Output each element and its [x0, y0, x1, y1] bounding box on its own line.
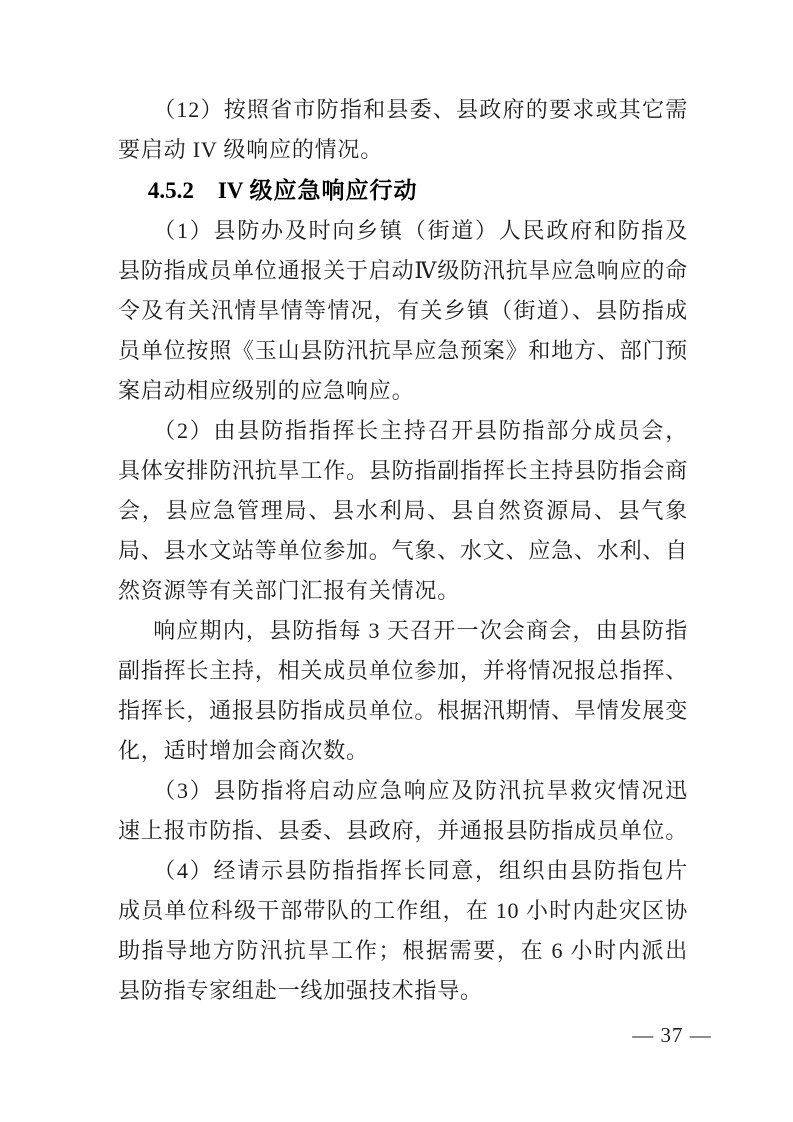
- section-heading: [118, 170, 688, 211]
- paragraph-item-1: （1）县防办及时向乡镇（街道）人民政府和防指及县防指成员单位通报关于启动Ⅳ级防汛抗旱应急响应的命令及有关汛情旱情等情况，有关乡镇（街道）、县防指成员单位按照《玉山县防汛抗旱应急预案》和地方、部门预案启动相应级别的应急响应。: [118, 218, 689, 403]
- page-footer: [612, 1022, 732, 1048]
- section-heading-number: 4.5.2: [147, 178, 194, 203]
- section-heading-roman-numeral: IV: [217, 178, 244, 203]
- page-number: — 37 —: [632, 1023, 712, 1047]
- paragraph-item-3: （3）县防指将启动应急响应及防汛抗旱救灾情况迅速上报市防指、县委、县政府，并通报县防指成员单位。: [118, 778, 689, 843]
- paragraph-item-4: （4）经请示县防指指挥长同意，组织由县防指包片成员单位科级干部带队的工作组，在 10 小时内赴灾区协助指导地方防汛抗旱工作；根据需要，在 6 小时内派出县防指专家组赴一线加强技术指导。: [118, 858, 688, 1003]
- paragraph-item-12: （12）按照省市防指和县委、县政府的要求或其它需要启动 IV 级响应的情况。: [118, 97, 688, 162]
- paragraph-response-period: 响应期内，县防指每 3 天召开一次会商会，由县防指副指挥长主持，相关成员单位参加，并将情况报总指挥、指挥长，通报县防指成员单位。根据汛期情、旱情发展变化，适时增加会商次数。: [118, 618, 689, 763]
- document-body: [118, 90, 688, 1011]
- section-heading-title: 级应急响应行动: [249, 177, 418, 203]
- paragraph-item-2: （2）由县防指指挥长主持召开县防指部分成员会，具体安排防汛抗旱工作。县防指副指挥长主持县防指会商会，县应急管理局、县水利局、县自然资源局、县气象局、县水文站等单位参加。气象、水文、应急、水利、自然资源等有关部门汇报有关情况。: [118, 418, 689, 603]
